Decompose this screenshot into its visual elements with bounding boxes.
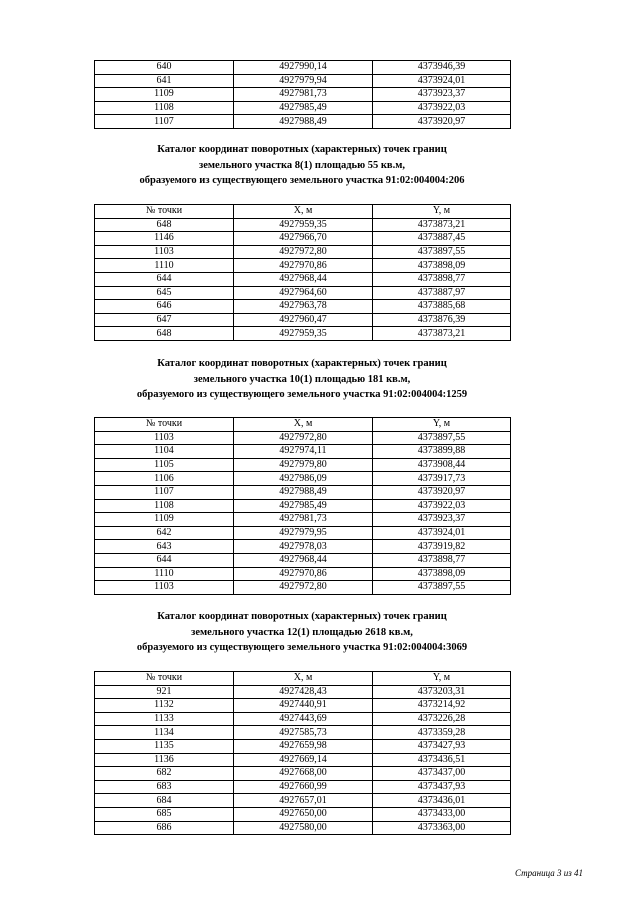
cell-point-number: 648	[95, 218, 234, 232]
cell-point-number: 686	[95, 821, 234, 835]
cell-x: 4927668,00	[234, 767, 373, 781]
table-row	[95, 712, 511, 726]
cell-x: 4927970,86	[234, 259, 373, 273]
cell-y: 4373887,45	[373, 232, 511, 246]
cell-point-number: 648	[95, 327, 234, 341]
table-row	[95, 699, 511, 713]
cell-y: 4373908,44	[373, 458, 511, 472]
table-row	[95, 767, 511, 781]
cell-y: 4373203,31	[373, 685, 511, 699]
cell-x: 4927669,14	[234, 753, 373, 767]
col-header-y: Y, м	[373, 205, 511, 219]
cell-y: 4373898,77	[373, 553, 511, 567]
page-number: Страница 3 из 41	[515, 868, 583, 878]
cell-x: 4927985,49	[234, 499, 373, 513]
table-row	[95, 581, 511, 595]
cell-y: 4373897,55	[373, 431, 511, 445]
table-header-row	[95, 418, 511, 432]
cell-y: 4373873,21	[373, 218, 511, 232]
cell-point-number: 1108	[95, 499, 234, 513]
table-row	[95, 300, 511, 314]
cell-y: 4373899,88	[373, 445, 511, 459]
cell-x: 4927972,80	[234, 431, 373, 445]
cell-point-number: 1107	[95, 485, 234, 499]
heading-line: образуемого из существующего земельного участка 91:02:004004:1259	[136, 389, 468, 400]
cell-x: 4927650,00	[234, 807, 373, 821]
cell-y: 4373873,21	[373, 327, 511, 341]
cell-x: 4927440,91	[234, 699, 373, 713]
col-header-x: X, м	[234, 418, 373, 432]
col-header-y: Y, м	[373, 672, 511, 686]
cell-point-number: 644	[95, 272, 234, 286]
heading-line: земельного участка 12(1) площадью 2618 кв.м,	[191, 626, 413, 638]
table-row	[95, 88, 511, 102]
heading-line: Каталог координат поворотных (характерных) точек границ	[157, 611, 447, 622]
cell-x: 4927580,00	[234, 821, 373, 835]
cell-point-number: 683	[95, 780, 234, 794]
col-header-point: № точки	[95, 672, 234, 686]
cell-point-number: 647	[95, 313, 234, 327]
cell-y: 4373920,97	[373, 115, 511, 129]
cell-point-number: 684	[95, 794, 234, 808]
cell-point-number: 645	[95, 286, 234, 300]
col-header-x: X, м	[234, 205, 373, 219]
cell-x: 4927428,43	[234, 685, 373, 699]
cell-point-number: 643	[95, 540, 234, 554]
table-row	[95, 74, 511, 88]
cell-y: 4373946,39	[373, 61, 511, 75]
cell-y: 4373898,09	[373, 259, 511, 273]
cell-y: 4373922,03	[373, 101, 511, 115]
cell-x: 4927585,73	[234, 726, 373, 740]
cell-y: 4373897,55	[373, 245, 511, 259]
table-row	[95, 431, 511, 445]
table-row	[95, 794, 511, 808]
cell-point-number: 641	[95, 74, 234, 88]
cell-x: 4927964,60	[234, 286, 373, 300]
table-row	[95, 286, 511, 300]
table-row	[95, 513, 511, 527]
cell-point-number: 1103	[95, 245, 234, 259]
cell-x: 4927979,80	[234, 458, 373, 472]
table-row	[95, 327, 511, 341]
table-header-row	[95, 672, 511, 686]
table-row	[95, 726, 511, 740]
table-row	[95, 313, 511, 327]
table-row	[95, 739, 511, 753]
cell-point-number: 1110	[95, 259, 234, 273]
cell-x: 4927974,11	[234, 445, 373, 459]
cell-x: 4927657,01	[234, 794, 373, 808]
table-row	[95, 540, 511, 554]
cell-point-number: 1136	[95, 753, 234, 767]
cell-point-number: 921	[95, 685, 234, 699]
cell-point-number: 642	[95, 526, 234, 540]
cell-x: 4927978,03	[234, 540, 373, 554]
heading-line: Каталог координат поворотных (характерных) точек границ	[157, 358, 447, 369]
cell-x: 4927963,78	[234, 300, 373, 314]
cell-point-number: 1106	[95, 472, 234, 486]
cell-y: 4373437,00	[373, 767, 511, 781]
table-row	[95, 753, 511, 767]
cell-y: 4373898,09	[373, 567, 511, 581]
table-row	[95, 472, 511, 486]
cell-point-number: 1132	[95, 699, 234, 713]
cell-y: 4373887,97	[373, 286, 511, 300]
heading-line: образуемого из существующего земельного участка 91:02:004004:206	[139, 175, 465, 186]
table-row	[95, 61, 511, 75]
table-row	[95, 458, 511, 472]
cell-point-number: 1109	[95, 88, 234, 102]
cell-point-number: 646	[95, 300, 234, 314]
cell-y: 4373897,55	[373, 581, 511, 595]
cell-x: 4927981,73	[234, 88, 373, 102]
cell-point-number: 644	[95, 553, 234, 567]
cell-point-number: 685	[95, 807, 234, 821]
cell-y: 4373363,00	[373, 821, 511, 835]
cell-x: 4927981,73	[234, 513, 373, 527]
coords-table-10-1	[94, 417, 511, 595]
table-row	[95, 553, 511, 567]
cell-point-number: 1103	[95, 581, 234, 595]
cell-y: 4373427,93	[373, 739, 511, 753]
cell-y: 4373924,01	[373, 526, 511, 540]
cell-y: 4373226,28	[373, 712, 511, 726]
table-row	[95, 245, 511, 259]
cell-x: 4927985,49	[234, 101, 373, 115]
cell-y: 4373214,92	[373, 699, 511, 713]
cell-y: 4373876,39	[373, 313, 511, 327]
cell-x: 4927959,35	[234, 218, 373, 232]
cell-y: 4373436,01	[373, 794, 511, 808]
heading-line: земельного участка 10(1) площадью 181 кв.м,	[193, 373, 411, 385]
cell-x: 4927966,70	[234, 232, 373, 246]
cell-x: 4927970,86	[234, 567, 373, 581]
cell-x: 4927968,44	[234, 272, 373, 286]
table-header-row	[95, 205, 511, 219]
cell-point-number: 1133	[95, 712, 234, 726]
cell-point-number: 1108	[95, 101, 234, 115]
table-row	[95, 259, 511, 273]
table-row	[95, 567, 511, 581]
cell-y: 4373436,51	[373, 753, 511, 767]
col-header-y: Y, м	[373, 418, 511, 432]
cell-y: 4373917,73	[373, 472, 511, 486]
cell-point-number: 1107	[95, 115, 234, 129]
cell-point-number: 682	[95, 767, 234, 781]
col-header-x: X, м	[234, 672, 373, 686]
cell-y: 4373898,77	[373, 272, 511, 286]
cell-point-number: 1146	[95, 232, 234, 246]
cell-point-number: 1135	[95, 739, 234, 753]
cell-x: 4927660,99	[234, 780, 373, 794]
cell-y: 4373922,03	[373, 499, 511, 513]
table-row	[95, 685, 511, 699]
coords-table-12-1	[94, 671, 511, 835]
cell-x: 4927979,95	[234, 526, 373, 540]
cell-x: 4927979,94	[234, 74, 373, 88]
cell-x: 4927960,47	[234, 313, 373, 327]
cell-x: 4927968,44	[234, 553, 373, 567]
cell-x: 4927990,14	[234, 61, 373, 75]
cell-point-number: 1104	[95, 445, 234, 459]
table-row	[95, 101, 511, 115]
cell-x: 4927959,35	[234, 327, 373, 341]
table-row	[95, 115, 511, 129]
coords-table-continuation	[94, 60, 511, 129]
col-header-point: № точки	[95, 205, 234, 219]
section-heading-10-1	[94, 356, 510, 403]
cell-y: 4373923,37	[373, 513, 511, 527]
cell-x: 4927659,98	[234, 739, 373, 753]
table-row	[95, 232, 511, 246]
cell-x: 4927986,09	[234, 472, 373, 486]
cell-y: 4373885,68	[373, 300, 511, 314]
cell-y: 4373924,01	[373, 74, 511, 88]
heading-line: образуемого из существующего земельного участка 91:02:004004:3069	[136, 642, 468, 653]
table-row	[95, 272, 511, 286]
col-header-point: № точки	[95, 418, 234, 432]
cell-y: 4373919,82	[373, 540, 511, 554]
table-row	[95, 821, 511, 835]
cell-y: 4373433,00	[373, 807, 511, 821]
cell-y: 4373359,28	[373, 726, 511, 740]
cell-x: 4927443,69	[234, 712, 373, 726]
section-heading-8-1	[94, 142, 510, 189]
cell-x: 4927972,80	[234, 245, 373, 259]
heading-line: Каталог координат поворотных (характерных) точек границ	[157, 144, 447, 155]
cell-y: 4373437,93	[373, 780, 511, 794]
table-row	[95, 485, 511, 499]
cell-y: 4373923,37	[373, 88, 511, 102]
cell-point-number: 1105	[95, 458, 234, 472]
table-row	[95, 218, 511, 232]
table-row	[95, 526, 511, 540]
cell-point-number: 1109	[95, 513, 234, 527]
table-row	[95, 807, 511, 821]
cell-point-number: 1134	[95, 726, 234, 740]
section-heading-12-1	[94, 609, 510, 656]
cell-y: 4373920,97	[373, 485, 511, 499]
cell-point-number: 1110	[95, 567, 234, 581]
cell-point-number: 1103	[95, 431, 234, 445]
cell-x: 4927972,80	[234, 581, 373, 595]
cell-point-number: 640	[95, 61, 234, 75]
cell-x: 4927988,49	[234, 115, 373, 129]
coords-table-8-1	[94, 204, 511, 341]
cell-x: 4927988,49	[234, 485, 373, 499]
table-row	[95, 499, 511, 513]
heading-line: земельного участка 8(1) площадью 55 кв.м,	[198, 159, 405, 171]
table-row	[95, 780, 511, 794]
table-row	[95, 445, 511, 459]
